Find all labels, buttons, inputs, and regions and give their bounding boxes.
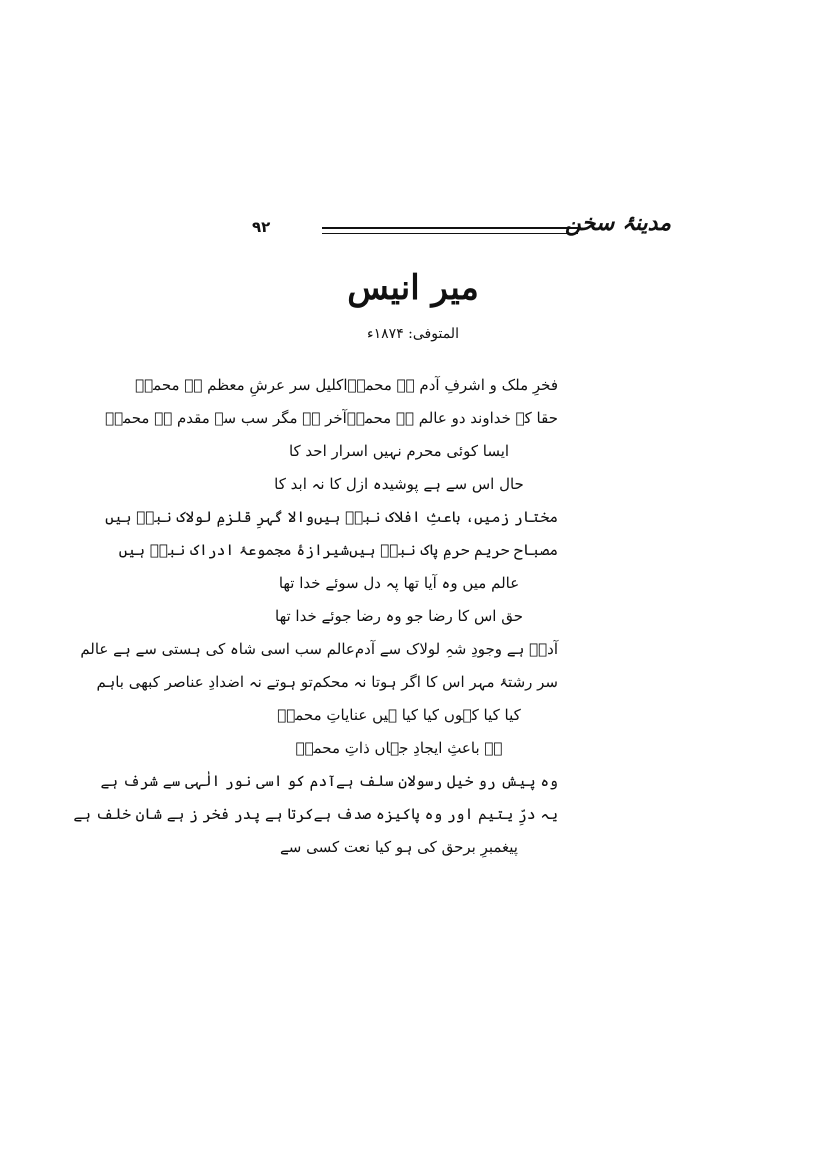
verse-first-hemistich: حقا کہ خداوند دو عالم ہے محمدؐ: [346, 408, 558, 427]
header-rule-thin: [322, 233, 578, 234]
verse-line-centered: [240, 434, 558, 467]
verse-couplet: [105, 500, 558, 533]
verse-first-hemistich: آدمؑ ہے وجودِ شہِ لولاک سے آدم: [354, 639, 558, 658]
verse-line-text: ایسا کوئی محرم نہیں اسرار احد کا: [288, 441, 510, 460]
verse-line-centered: [240, 599, 558, 632]
book-title: مدینۂ سخن: [564, 210, 671, 236]
verse-first-hemistich: وہ پیش رو خیل رسولانِ سلف ہے: [336, 771, 558, 790]
verse-couplet: [96, 665, 558, 698]
page-number: ۹۲: [252, 218, 271, 236]
verse-second-hemistich: شیرازۂ مجموعۂ ادراک نبیؐ ہیں: [118, 540, 350, 559]
poet-name: میر انیس: [347, 268, 479, 308]
verse-line-text: پیغمبرِ برحق کی ہو کیا نعت کسی سے: [280, 837, 518, 856]
verse-first-hemistich: فخرِ ملک و اشرفِ آدم ہے محمدؐ: [347, 375, 558, 394]
verse-first-hemistich: سر رشتۂ مہر اس کا اگر ہوتا نہ محکم: [312, 672, 558, 691]
verse-line-text: حال اس سے ہے پوشیدہ ازل کا نہ ابد کا: [274, 474, 524, 493]
verse-second-hemistich: آدم کو اسی نور الٰہی سے شرف ہے: [100, 771, 337, 790]
verse-line-centered: [240, 731, 558, 764]
header-rule-thick: [322, 227, 578, 229]
death-year: المتوفی: ۱۸۷۴ء: [367, 326, 459, 342]
verse-first-hemistich: یہ درِّ یتیم اور وہ پاکیزہ صدف ہے: [313, 804, 558, 823]
verse-second-hemistich: عالم سب اسی شاہ کی ہستی سے ہے عالم: [80, 639, 355, 658]
verse-second-hemistich: اکلیل سر عرشِ معظم ہے محمدؐ: [135, 375, 348, 394]
verse-second-hemistich: آخر ہے مگر سب سے مقدم ہے محمدؐ: [105, 408, 347, 427]
header-rule: [322, 227, 578, 238]
verse-line-centered: [240, 830, 558, 863]
verse-couplet: [135, 368, 558, 401]
verse-couplet: [100, 764, 558, 797]
verse-couplet: [73, 797, 558, 830]
verse-line-text: کیا کیا کہوں کیا کیا ہیں عنایاتِ محمدؐ: [277, 705, 521, 724]
verse-line-centered: [240, 566, 558, 599]
verse-line-text: عالم میں وہ آیا تھا پہ دل سوئے خدا تھا: [278, 573, 520, 592]
verse-couplet: [105, 401, 558, 434]
verse-line-centered: [240, 698, 558, 731]
verse-second-hemistich: کرتا ہے پدر فخر ز ہے شانِ خلف ہے: [73, 804, 314, 823]
verse-couplet: [118, 533, 558, 566]
verse-line-centered: [240, 467, 558, 500]
verse-couplet: [80, 632, 558, 665]
verse-second-hemistich: والا گہرِ قلزمِ لولاک نبیؐ ہیں: [105, 507, 314, 526]
verse-line-text: حق اس کا رضا جو وہ رضا جوئے خدا تھا: [275, 606, 523, 625]
verse-first-hemistich: مختار زمیں، باعثِ افلاک نبیؐ ہیں: [314, 507, 558, 526]
verse-first-hemistich: مصباح حریم حرمِ پاک نبیؐ ہیں: [349, 540, 558, 559]
verse-line-text: ہے باعثِ ایجادِ جہاں ذاتِ محمدؐ: [295, 738, 503, 757]
poem-body: [73, 368, 558, 863]
verse-second-hemistich: تو ہوتے نہ اضدادِ عناصر کبھی باہم: [96, 672, 313, 691]
